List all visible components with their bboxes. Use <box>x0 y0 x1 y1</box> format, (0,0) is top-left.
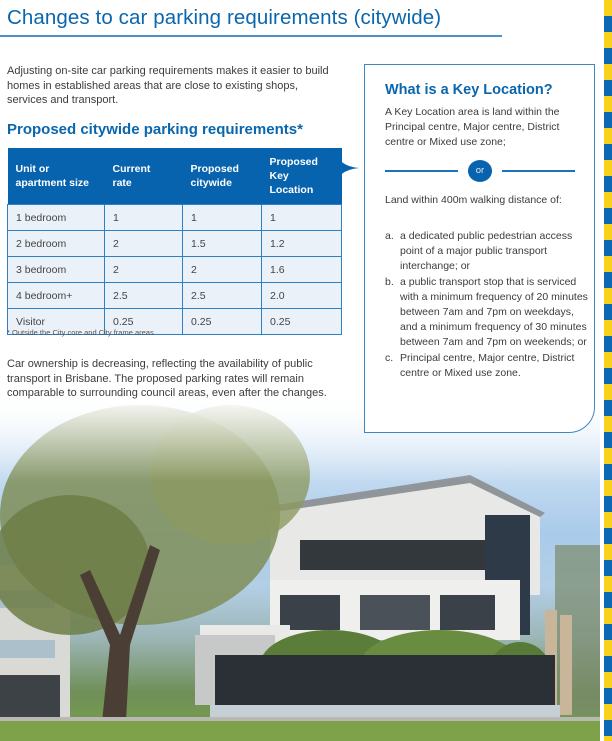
page-title: Changes to car parking requirements (citywide) <box>7 6 442 29</box>
table-row <box>8 205 342 231</box>
cell-unit-size: Visitor <box>8 309 105 335</box>
key-location-definition: A Key Location area is land within the Principal centre, Major centre, District centre or Mixed use zone; <box>385 106 560 148</box>
cell-proposed-key-location: 2.0 <box>262 283 342 309</box>
cell-proposed-citywide: 1 <box>183 205 262 231</box>
cell-proposed-citywide: 2.5 <box>183 283 262 309</box>
cell-unit-size: 1 bedroom <box>8 205 105 231</box>
cell-unit-size: 3 bedroom <box>8 257 105 283</box>
cell-proposed-citywide: 2 <box>183 257 262 283</box>
list-item-text: Principal centre, Major centre, District centre or Mixed use zone. <box>400 352 575 380</box>
table-heading: Proposed citywide parking requirements* <box>7 121 303 138</box>
table-header-row <box>8 148 342 205</box>
table-row <box>8 257 342 283</box>
list-marker: c. <box>385 352 394 365</box>
list-item <box>385 229 590 273</box>
cell-current-rate: 2 <box>105 231 183 257</box>
pointer-arrow-icon <box>331 148 359 188</box>
cell-unit-size: 2 bedroom <box>8 231 105 257</box>
outro-paragraph: Car ownership is decreasing, reflecting the availability of public transport in Brisbane. The proposed parking rates will remain comparable to surrounding council areas, even after the changes. <box>7 358 327 400</box>
column-header-proposed-citywide: Proposed citywide <box>183 148 262 205</box>
cell-proposed-key-location: 1.2 <box>262 231 342 257</box>
key-location-lead: Land within 400m walking distance of: <box>385 194 562 206</box>
cell-current-rate: 1 <box>105 205 183 231</box>
title-divider <box>0 35 502 37</box>
list-marker: a. <box>385 230 394 242</box>
parking-requirements-table <box>7 148 342 335</box>
column-header-current-rate: Current rate <box>105 148 183 205</box>
divider-line-right <box>502 170 575 172</box>
intro-paragraph: Adjusting on-site car parking requirements makes it easier to build homes in established areas that are close to existing shops, services and transport. <box>7 65 329 107</box>
parking-table-container <box>7 148 341 335</box>
table-footnote: * Outside the City core and City frame areas <box>7 328 154 337</box>
list-item-text: a dedicated public pedestrian access point of a major public transport interchange; or <box>400 230 573 272</box>
cell-current-rate: 2.5 <box>105 283 183 309</box>
list-item <box>385 275 590 349</box>
cell-proposed-key-location: 0.25 <box>262 309 342 335</box>
table-row <box>8 231 342 257</box>
column-header-proposed-key-location: Proposed Key Location <box>262 148 342 205</box>
table-row <box>8 283 342 309</box>
divider-line-left <box>385 170 458 172</box>
decorative-stripe <box>604 0 612 741</box>
cell-unit-size: 4 bedroom+ <box>8 283 105 309</box>
cell-proposed-key-location: 1 <box>262 205 342 231</box>
cell-proposed-citywide: 1.5 <box>183 231 262 257</box>
cell-proposed-citywide: 0.25 <box>183 309 262 335</box>
key-location-criteria-list <box>385 229 590 383</box>
column-header-unit-size: Unit or apartment size <box>8 148 105 205</box>
key-location-title: What is a Key Location? <box>385 82 553 98</box>
or-divider <box>385 160 575 182</box>
or-badge: or <box>468 160 492 182</box>
building-photo <box>0 395 600 741</box>
list-item <box>385 351 590 381</box>
cell-proposed-key-location: 1.6 <box>262 257 342 283</box>
cell-current-rate: 0.25 <box>105 309 183 335</box>
cell-current-rate: 2 <box>105 257 183 283</box>
list-marker: b. <box>385 276 394 289</box>
building-photo-illustration <box>0 395 600 741</box>
list-item-text: a public transport stop that is serviced with a minimum frequency of 20 minutes between 7am and 7pm on weekdays, and a minimum frequency of 30 minutes between 7am and 7pm on weekends; or <box>400 276 588 348</box>
key-location-box <box>364 64 595 433</box>
